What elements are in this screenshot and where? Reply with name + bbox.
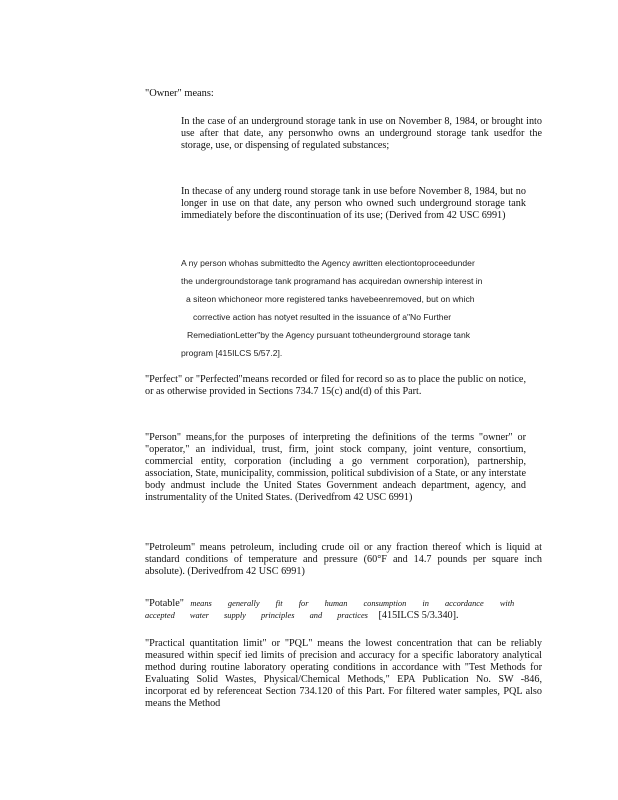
- petroleum-definition: "Petroleum" means petroleum, including crude oil or any fraction thereof which is liquid at standard conditions of temperature and pressure (60°F and 14.7 pounds per square inch absolute). (Derivedfrom 42 USC 6991): [145, 542, 542, 578]
- perfect-definition: "Perfect" or "Perfected"means recorded or filed for record so as to place the public on notice, or as otherwise provided in Sections 734.7 15(c) and(d) of this Part.: [145, 374, 526, 398]
- potable-line-2: [145, 610, 542, 622]
- owner-clause-c-line: the undergroundstorage tank programand has acquiredan ownership interest in: [181, 276, 483, 286]
- owner-clause-a: In the case of an underground storage tank in use on November 8, 1984, or brought into use after that date, any personwho owns an underground storage tank usedfor the storage, use, or dispensing of regulated substances;: [181, 116, 542, 152]
- potable-definition: [145, 598, 542, 622]
- owner-clause-b: In thecase of any underg round storage tank in use before November 8, 1984, but no longer in use on that date, any person who owned such underground storage tank immediately before the discontinuation of its use; (Derived from 42 USC 6991): [181, 186, 526, 222]
- owner-clause-c-line: program [415ILCS 5/57.2].: [181, 348, 283, 358]
- owner-clause-c: [181, 254, 551, 362]
- owner-clause-c-line: corrective action has notyet resulted in the issuance of a"No Further: [193, 312, 452, 322]
- potable-accepted-italic: accepted water supply principles and practices: [145, 611, 368, 621]
- potable-term: "Potable": [145, 598, 184, 609]
- potable-line-1: [145, 598, 542, 610]
- potable-meaning-italic: means generally fit for human consumption in accordance with: [190, 599, 515, 608]
- owner-definition-heading: "Owner" means:: [145, 88, 214, 99]
- person-definition: "Person" means,for the purposes of interpreting the definitions of the terms "owner" or "operator," an individual, trust, firm, joint stock company, joint venture, consortium, commercial entity, corporation (including a go vernment corporation), partnership, association, State, municipality, commission, political subdivision of a State, or any interstate body andmust include the United States Government andeach department, agency, and instrumentality of the United States. (Derivedfrom 42 USC 6991): [145, 432, 526, 504]
- owner-clause-c-line: A ny person whohas submittedto the Agency awritten electiontoproceedunder: [181, 258, 475, 268]
- owner-clause-c-line: a siteon whichoneor more registered tanks havebeenremoved, but on which: [186, 294, 475, 304]
- potable-citation: [415ILCS 5/3.340].: [378, 610, 459, 622]
- pql-definition: "Practical quantitation limit" or "PQL" means the lowest concentration that can be reliably measured within specif ied limits of precision and accuracy for a specific laboratory analytical method during routine laboratory operating conditions in accordance with "Test Methods for Evaluating Solid Wastes, Physical/Chemical Methods," EPA Publication No. SW -846, incorporat ed by referenceat Section 734.120 of this Part. For filtered water samples, PQL also means the Method: [145, 638, 542, 710]
- owner-clause-c-line: RemediationLetter"by the Agency pursuant totheunderground storage tank: [187, 330, 471, 340]
